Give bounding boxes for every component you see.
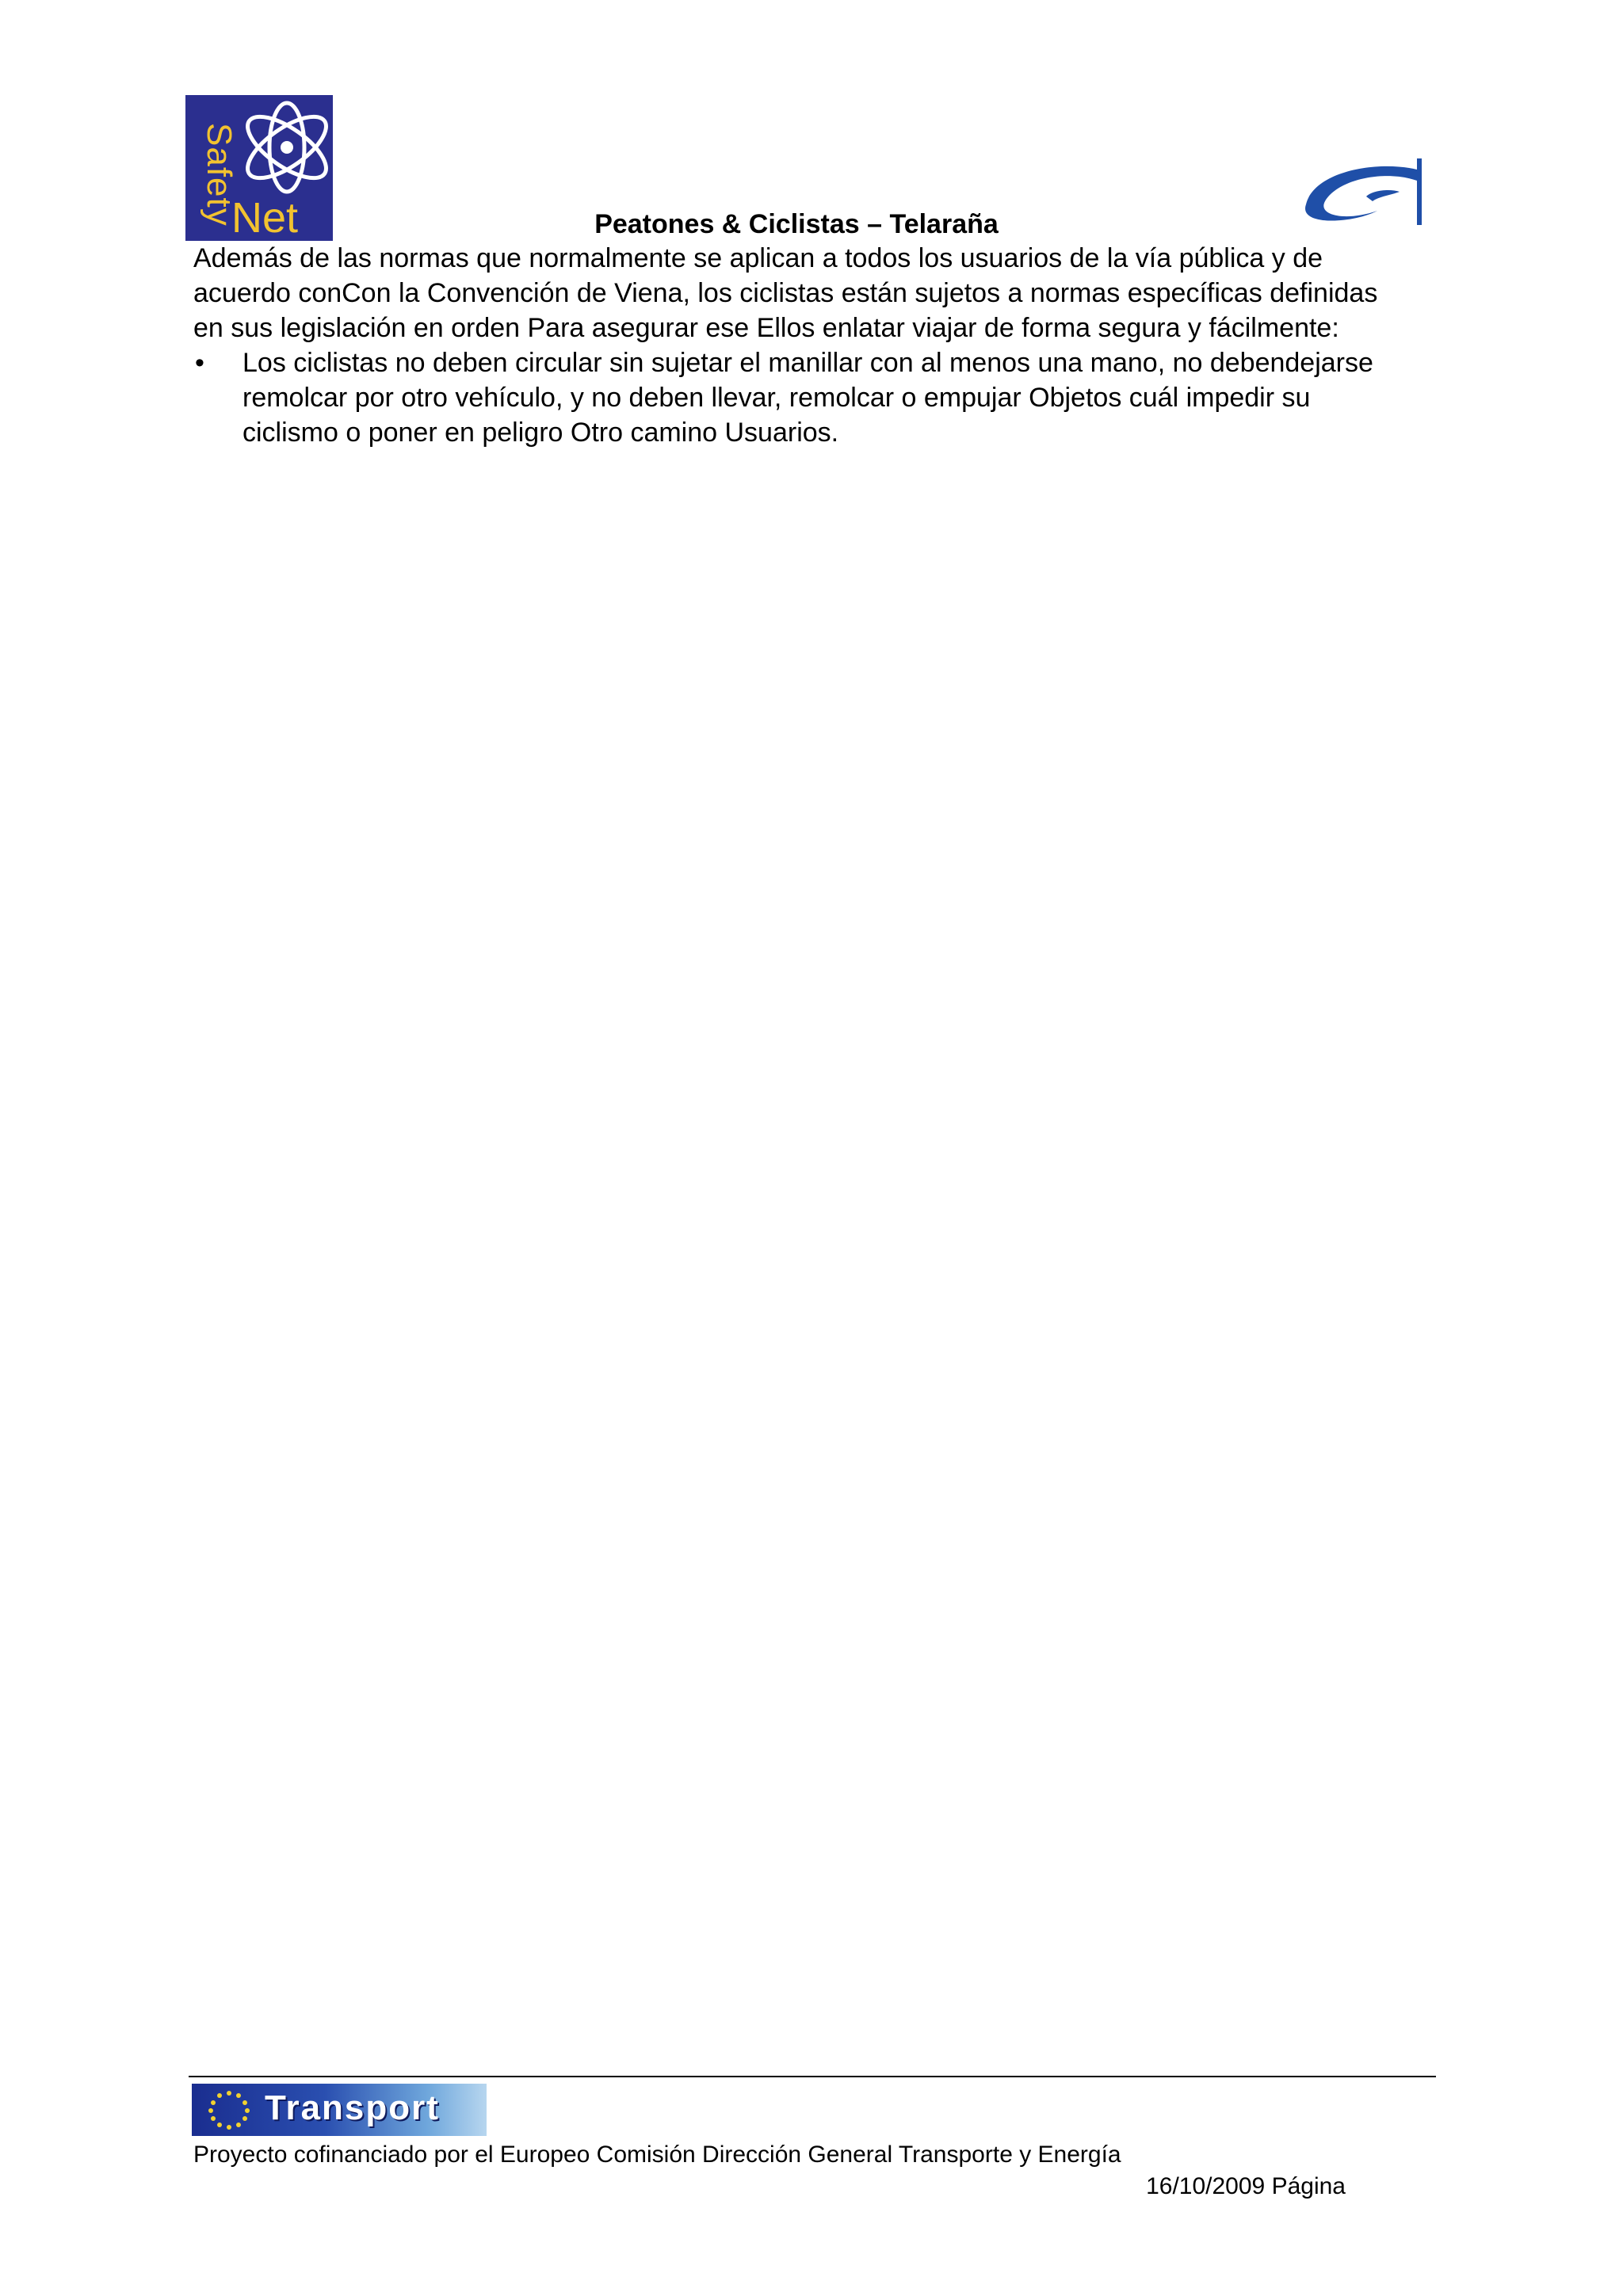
transport-label: Transport [265,2088,440,2127]
logo-net-text: Net [231,194,299,241]
list-item-text: Los ciclistas no deben circular sin sujetar el manillar con al menos una mano, no debendejarse remolcar por otro vehículo, y no deben llevar, remolcar o empujar Objetos cuál impedir su ciclismo o poner en peligro Otro camino Usuarios. [242,348,1373,448]
bullet-list [193,345,1398,450]
footer-credit: Proyecto cofinanciado por el Europeo Comisión Dirección General Transporte y Energía [193,2142,1121,2168]
logo-safety-text: Safety [200,123,239,227]
footer-date-page: 16/10/2009 Página [1146,2173,1346,2199]
list-item [193,345,1384,450]
intro-paragraph: Además de las normas que normalmente se aplican a todos los usuarios de la vía pública y de acuerdo conCon la Convención de Viena, los ciclistas están sujetos a normas específicas definidas en sus legislación en orden Para asegurar ese Ellos enlatar viajar de forma segura y fácilmente: [193,243,1378,343]
bullet-icon: • [195,348,204,378]
footer-divider [189,2076,1436,2077]
transport-badge [192,2084,487,2136]
page-title: Peatones & Ciclistas – Telaraña [594,209,999,239]
eu-stars-icon [201,2088,257,2131]
document-body [193,241,1398,450]
